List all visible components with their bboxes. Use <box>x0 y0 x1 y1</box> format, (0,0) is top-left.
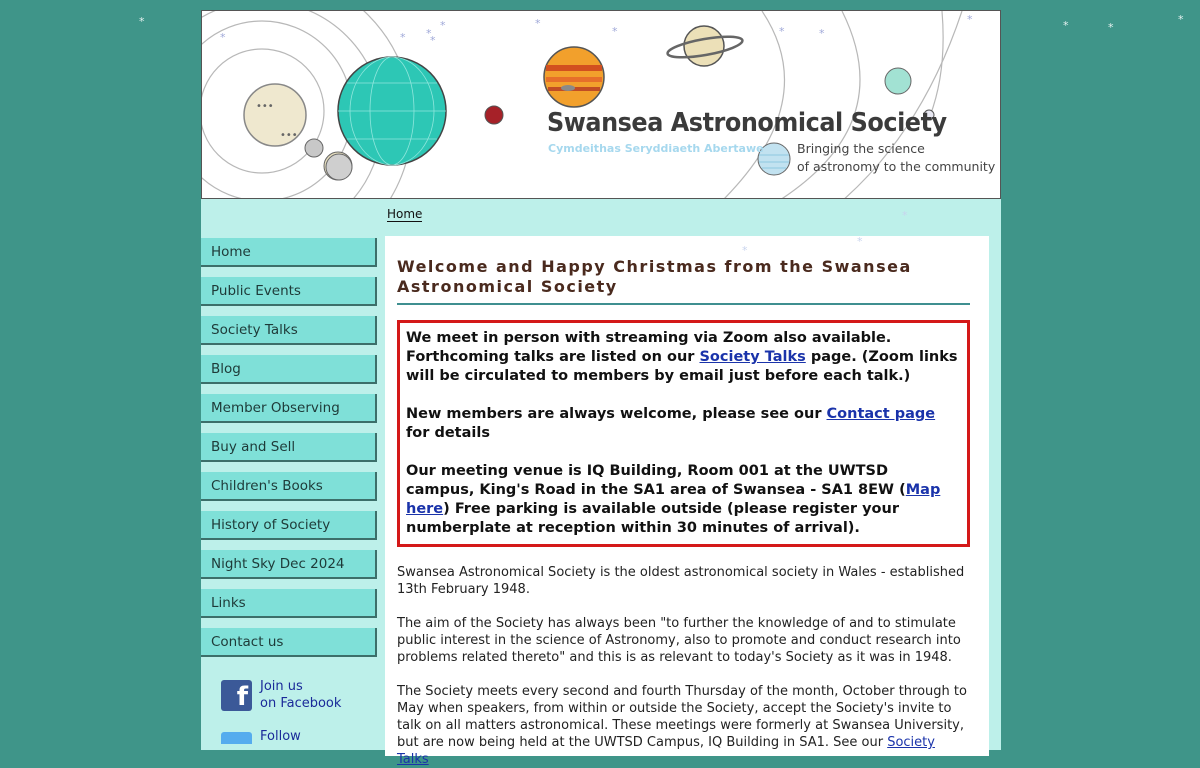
contact-page-link[interactable]: Contact page <box>826 406 936 422</box>
twitter-link-text[interactable]: Follow <box>260 729 301 744</box>
tagline-line-1: Bringing the science <box>797 141 925 156</box>
paragraph-text: The Society meets every second and fourth Thursday of the month, October through to May when speakers, from within or outside the Society, accept the Society's invite to talk on all matters astronomical. These meetings were formerly at Swansea University, but are now being held at the UWTSD Campus, IQ Building in SA1. See our <box>397 684 967 750</box>
svg-text:*: * <box>612 25 618 38</box>
breadcrumb-home-link[interactable]: Home <box>387 207 423 221</box>
intro-paragraph-1: Swansea Astronomical Society is the oldest astronomical society in Wales - established 13th February 1948. <box>397 565 965 597</box>
site-welsh-name: Cymdeithas Seryddiaeth Abertawe <box>548 142 764 155</box>
snowflake-icon: * <box>1108 21 1114 34</box>
map-here-link[interactable]: Map here <box>406 482 941 517</box>
nav-item-home[interactable]: Home <box>201 238 377 267</box>
snowflake-icon: * <box>857 235 863 248</box>
notice-box <box>397 320 970 547</box>
facebook-icon[interactable]: f <box>221 680 252 711</box>
svg-text:*: * <box>779 25 785 38</box>
snowflake-icon: * <box>742 244 748 257</box>
svg-text:*: * <box>220 31 226 44</box>
snowflake-icon: * <box>902 209 908 222</box>
nav-item-night-sky[interactable]: Night Sky Dec 2024 <box>201 550 377 579</box>
main-content <box>385 236 989 767</box>
svg-text:*: * <box>430 34 436 47</box>
snowflake-icon: * <box>139 15 145 28</box>
twitter-icon[interactable] <box>221 732 252 744</box>
nav-item-history-of-society[interactable]: History of Society <box>201 511 377 540</box>
snowflake-icon: * <box>1063 19 1069 32</box>
svg-text:*: * <box>819 27 825 40</box>
intro-paragraph-2: The aim of the Society has always been "to further the knowledge of and to stimulate public interest in the science of Astronomy, also to promote and conduct research into problems related thereto" and this is as relevant to today's Society as it was in 1948. <box>397 616 961 665</box>
facebook-line-1[interactable]: Join us <box>260 679 303 694</box>
svg-text:•••: ••• <box>280 130 298 141</box>
svg-text:*: * <box>440 19 446 32</box>
notice-paragraph-1 <box>406 329 961 386</box>
svg-text:*: * <box>535 17 541 30</box>
svg-text:*: * <box>400 31 406 44</box>
notice-text: for details <box>406 425 490 441</box>
nav-item-contact-us[interactable]: Contact us <box>201 628 377 657</box>
notice-text: We meet in person with streaming via Zoom also available. Forthcoming talks are listed on our <box>406 330 892 365</box>
twitter-link[interactable] <box>221 729 341 745</box>
nav-item-buy-and-sell[interactable]: Buy and Sell <box>201 433 377 462</box>
page-container <box>201 10 1001 767</box>
society-talks-link-2[interactable]: Society Talks <box>397 735 935 767</box>
intro-paragraph-3 <box>397 683 967 768</box>
notice-text: ) Free parking is available outside (please register your numberplate at reception within 30 minutes of arrival). <box>406 501 899 536</box>
site-tagline <box>797 140 995 176</box>
intro-text <box>397 564 967 768</box>
nav-item-childrens-books[interactable]: Children's Books <box>201 472 377 501</box>
sidebar-nav <box>201 238 377 667</box>
society-talks-link[interactable]: Society Talks <box>699 349 806 365</box>
notice-text: Our meeting venue is IQ Building, Room 001 at the UWTSD campus, King's Road in the SA1 area of Swansea - SA1 8EW ( <box>406 463 906 498</box>
nav-item-links[interactable]: Links <box>201 589 377 618</box>
page-title: Welcome and Happy Christmas from the Swansea Astronomical Society <box>397 257 970 305</box>
notice-text: New members are always welcome, please see our <box>406 406 827 422</box>
nav-item-society-talks[interactable]: Society Talks <box>201 316 377 345</box>
facebook-line-2[interactable]: on Facebook <box>260 696 342 711</box>
social-links <box>221 680 341 745</box>
svg-text:*: * <box>967 13 973 26</box>
site-title: Swansea Astronomical Society <box>547 108 947 138</box>
notice-paragraph-3 <box>406 462 961 538</box>
facebook-link[interactable] <box>221 680 341 712</box>
snowflake-icon: * <box>1178 13 1184 26</box>
notice-paragraph-2 <box>406 405 961 443</box>
svg-text:•••: ••• <box>256 101 274 112</box>
facebook-link-text[interactable] <box>260 678 341 712</box>
svg-text:*: * <box>426 27 432 40</box>
nav-item-public-events[interactable]: Public Events <box>201 277 377 306</box>
tagline-line-2: of astronomy to the community <box>797 159 996 174</box>
nav-item-member-observing[interactable]: Member Observing <box>201 394 377 423</box>
nav-item-blog[interactable]: Blog <box>201 355 377 384</box>
site-banner[interactable] <box>201 10 1001 199</box>
notice-text: page. (Zoom links will be circulated to members by email just before each talk.) <box>406 349 958 384</box>
